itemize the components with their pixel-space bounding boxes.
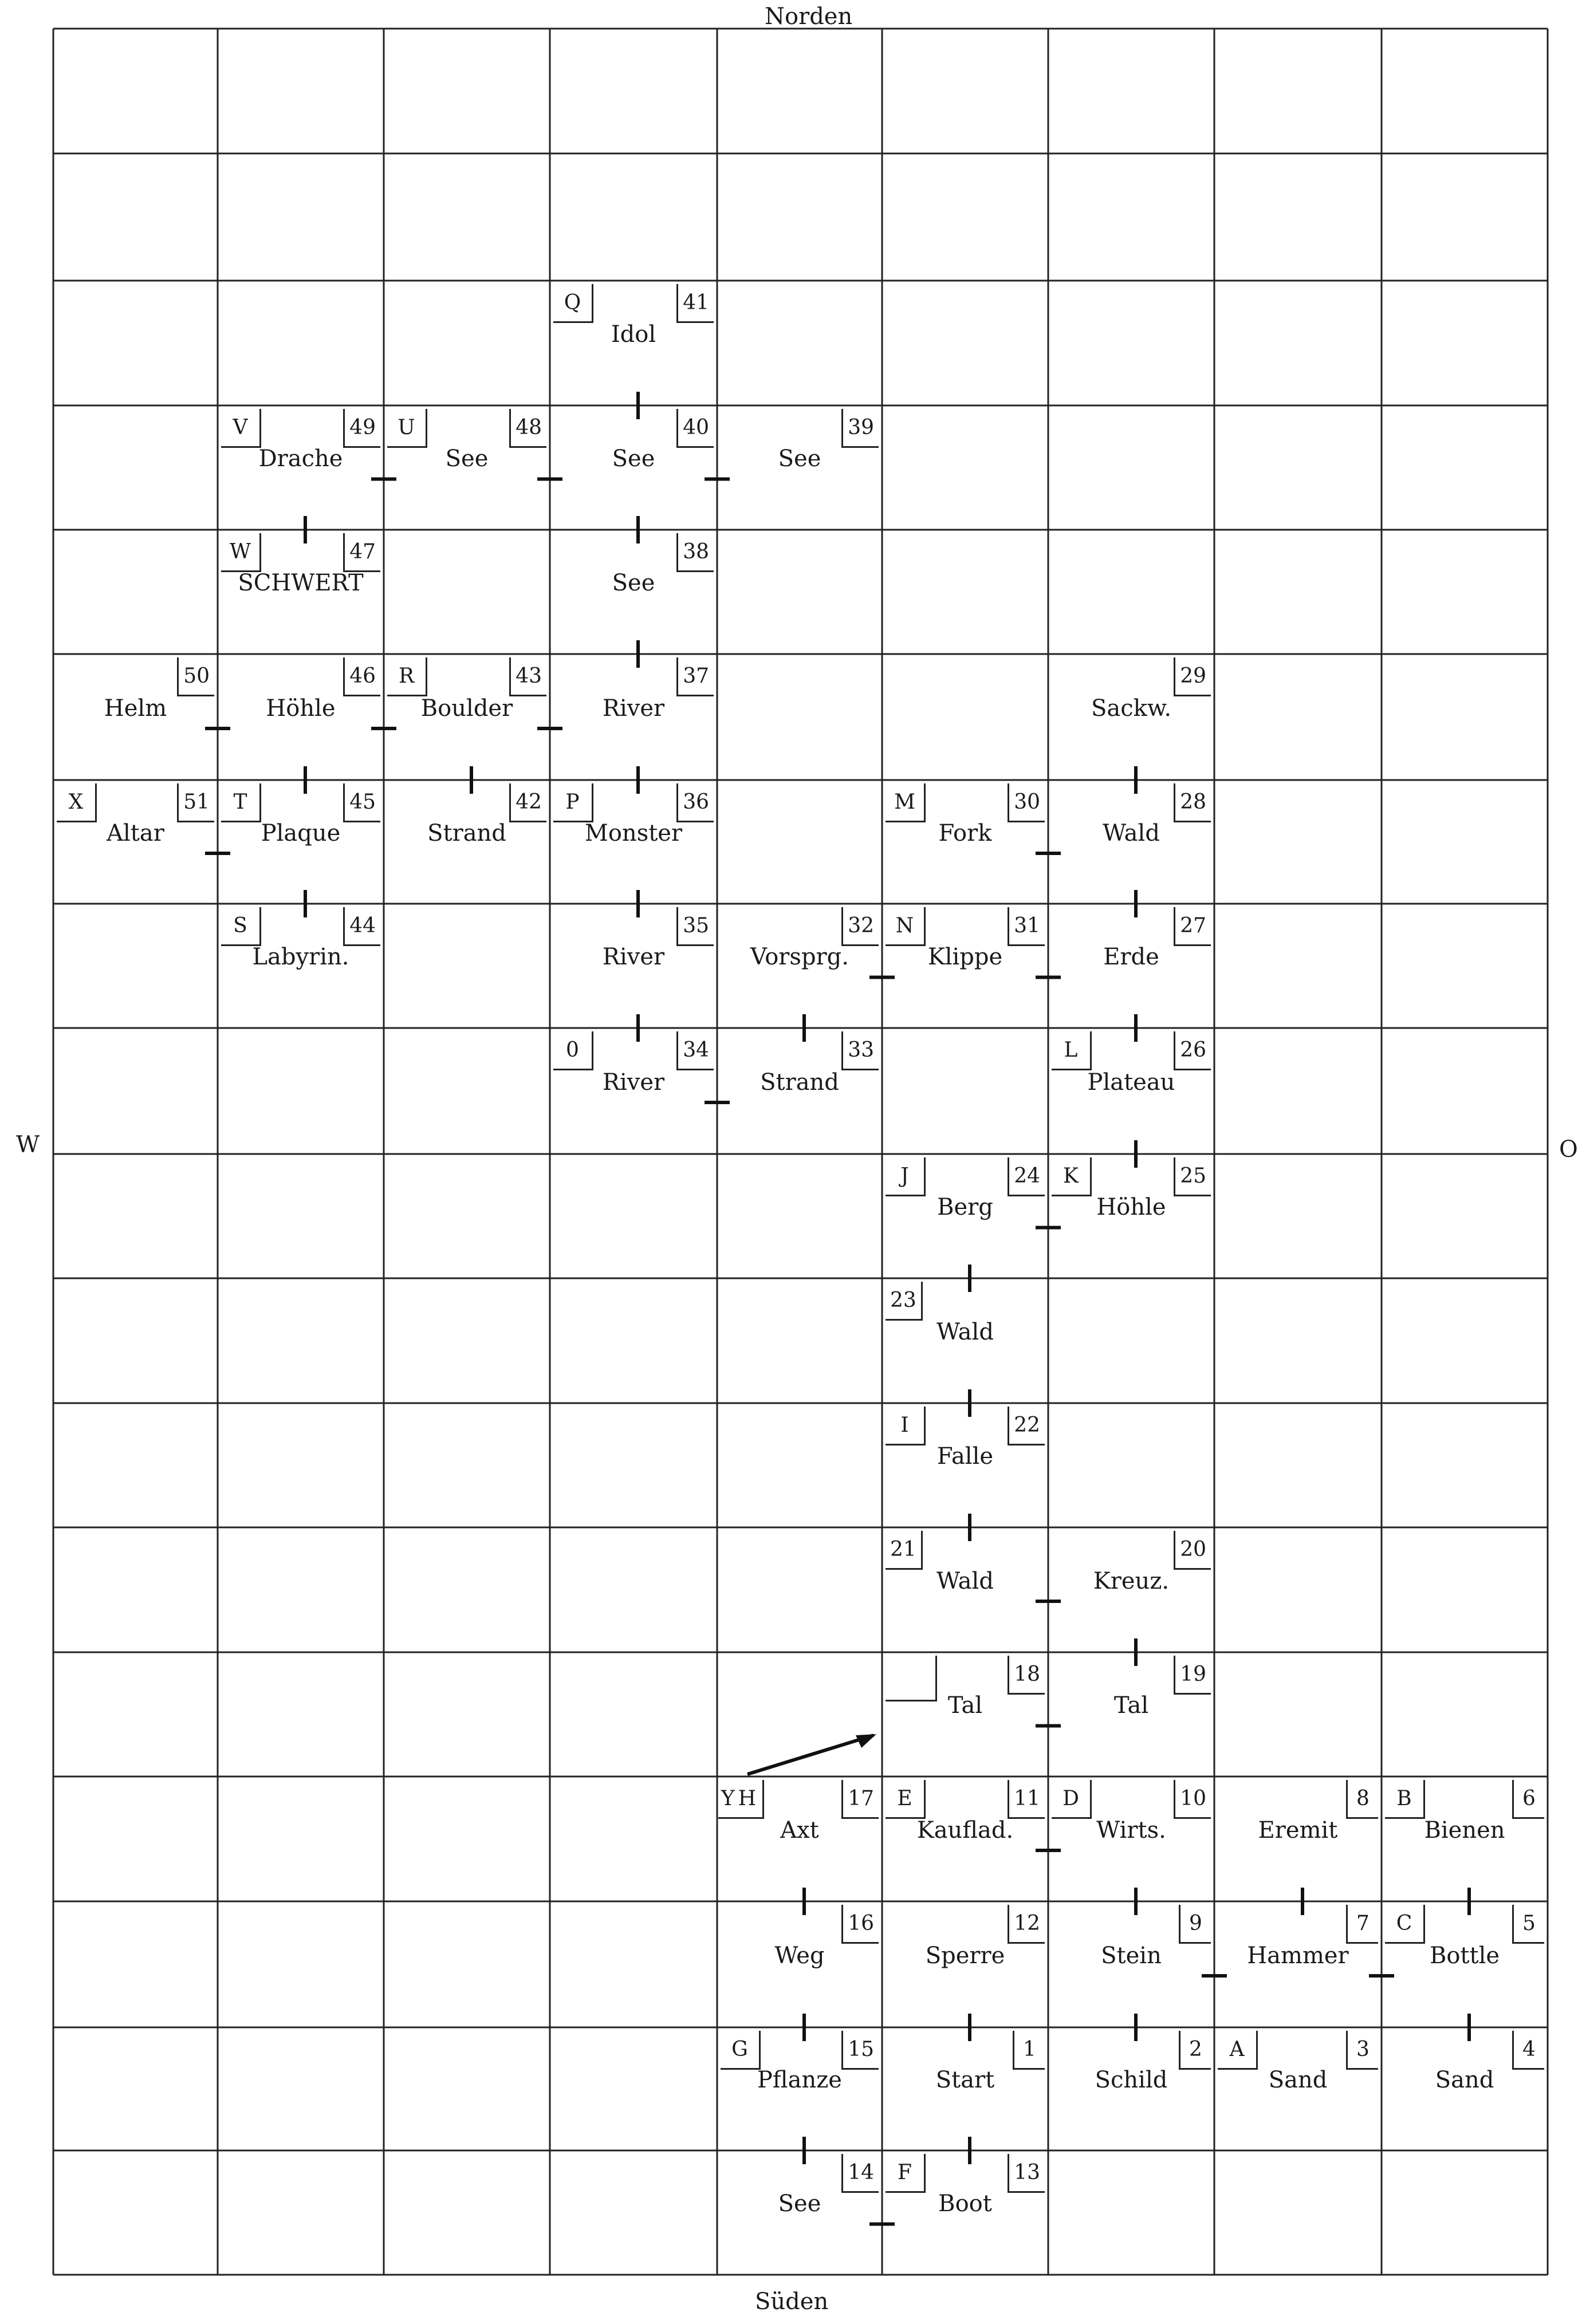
room-name: SCHWERT <box>238 570 364 597</box>
room-number: 3 <box>1346 2031 1378 2070</box>
room-number: 32 <box>841 907 879 946</box>
room-letter: YH <box>718 1780 764 1819</box>
room-number: 26 <box>1174 1031 1211 1070</box>
room-number: 40 <box>676 409 714 448</box>
room-number: 14 <box>841 2154 879 2193</box>
room-name: Sperre <box>925 1942 1005 1969</box>
room-number: 49 <box>343 409 380 448</box>
room-letter: J <box>886 1157 926 1196</box>
room-name: Plaque <box>261 820 341 846</box>
room-name: Sand <box>1268 2067 1328 2094</box>
room-letter: C <box>1385 1905 1425 1944</box>
room-letter: U <box>387 409 427 448</box>
compass-west-label: W <box>16 1132 40 1158</box>
room-number: 50 <box>177 657 214 696</box>
room-number: 12 <box>1008 1905 1045 1944</box>
room-name: Plateau <box>1087 1069 1175 1096</box>
room-number: 17 <box>841 1780 879 1819</box>
room-name: Sackw. <box>1091 695 1172 722</box>
room-number: 2 <box>1179 2031 1211 2070</box>
room-name: See <box>612 570 655 597</box>
room-number: 25 <box>1174 1157 1211 1196</box>
room-name: Wald <box>936 1318 994 1345</box>
room-name: Berg <box>937 1194 993 1221</box>
room-name: Kauflad. <box>916 1817 1014 1844</box>
room-letter: 0 <box>553 1031 593 1070</box>
room-number: 22 <box>1008 1407 1045 1445</box>
room-name: Erde <box>1103 944 1159 971</box>
arrow-shaft <box>747 1735 873 1774</box>
room-number: 37 <box>676 657 714 696</box>
compass-south-label: Süden <box>755 2288 829 2315</box>
room-letter: K <box>1052 1157 1092 1196</box>
room-number: 13 <box>1008 2154 1045 2193</box>
room-number: 9 <box>1179 1905 1211 1944</box>
room-number: 8 <box>1346 1780 1378 1819</box>
room-number: 39 <box>841 409 879 448</box>
room-number: 23 <box>886 1282 923 1321</box>
room-letter: I <box>886 1407 926 1445</box>
room-number: 41 <box>676 284 714 323</box>
room-name: Idol <box>611 321 656 348</box>
room-number: 44 <box>343 907 380 946</box>
room-letter: G <box>721 2031 761 2070</box>
room-number: 47 <box>343 533 380 572</box>
room-name: Kreuz. <box>1093 1567 1170 1594</box>
room-name: Pflanze <box>757 2067 842 2094</box>
room-number: 29 <box>1174 657 1211 696</box>
room-name: See <box>778 446 821 472</box>
room-number: 15 <box>841 2031 879 2070</box>
room-name: Labyrin. <box>252 944 349 971</box>
room-name: Weg <box>774 1942 825 1969</box>
room-number: 7 <box>1346 1905 1378 1944</box>
room-letter: W <box>221 533 261 572</box>
room-name: Altar <box>107 820 164 846</box>
room-number: 33 <box>841 1031 879 1070</box>
room-name: River <box>602 1069 665 1096</box>
room-number: 4 <box>1512 2031 1544 2070</box>
room-name: Strand <box>760 1069 839 1096</box>
arrow-head <box>856 1734 876 1748</box>
room-letter: S <box>221 907 261 946</box>
room-letter: N <box>886 907 926 946</box>
room-name: Monster <box>584 820 683 846</box>
room-name: Helm <box>104 695 167 722</box>
room-name: See <box>445 446 489 472</box>
room-name: Bottle <box>1429 1942 1500 1969</box>
room-number: 18 <box>1008 1656 1045 1695</box>
room-letter: D <box>1052 1780 1092 1819</box>
room-name: Drache <box>258 446 343 472</box>
room-number: 16 <box>841 1905 879 1944</box>
room-name: Boot <box>938 2191 992 2217</box>
room-name: Stein <box>1101 1942 1162 1969</box>
room-name: Schild <box>1095 2067 1168 2094</box>
room-number: 35 <box>676 907 714 946</box>
compass-north-label: Norden <box>765 3 853 30</box>
room-name: Start <box>935 2067 995 2094</box>
room-name: Fork <box>938 820 992 846</box>
room-name: Boulder <box>420 695 513 722</box>
room-number: 11 <box>1008 1780 1045 1819</box>
room-number: 10 <box>1174 1780 1211 1819</box>
room-name: River <box>602 695 665 722</box>
room-number: 46 <box>343 657 380 696</box>
room-name: Höhle <box>266 695 336 722</box>
room-number: 28 <box>1174 783 1211 822</box>
compass-east-label: O <box>1559 1136 1578 1163</box>
room-name: Strand <box>427 820 506 846</box>
room-name: Eremit <box>1258 1817 1338 1844</box>
room-letter: M <box>886 783 926 822</box>
room-number: 24 <box>1008 1157 1045 1196</box>
room-number: 36 <box>676 783 714 822</box>
room-letter: P <box>553 783 593 822</box>
room-number: 45 <box>343 783 380 822</box>
room-name: Wald <box>1103 820 1160 846</box>
room-number: 27 <box>1174 907 1211 946</box>
room-number: 21 <box>886 1531 923 1570</box>
room-name: See <box>612 446 655 472</box>
room-name: Falle <box>936 1443 994 1470</box>
room-number: 5 <box>1512 1905 1544 1944</box>
room-letter: R <box>387 657 427 696</box>
room-number: 38 <box>676 533 714 572</box>
room-number: 43 <box>509 657 546 696</box>
room-letter: X <box>57 783 97 822</box>
room-name: River <box>602 944 665 971</box>
room-name: Sand <box>1435 2067 1494 2094</box>
room-number: 30 <box>1008 783 1045 822</box>
room-name: Wirts. <box>1096 1817 1166 1844</box>
room-letter: Q <box>553 284 593 323</box>
room-number: 20 <box>1174 1531 1211 1570</box>
room-name: Tal <box>1113 1692 1149 1719</box>
room-name: Axt <box>780 1817 819 1844</box>
room-letter: F <box>886 2154 926 2193</box>
room-name: Höhle <box>1096 1194 1166 1221</box>
room-letter: V <box>221 409 261 448</box>
room-number: 48 <box>509 409 546 448</box>
room-number: 51 <box>177 783 214 822</box>
room-name: Bienen <box>1424 1817 1505 1844</box>
room-name: Klippe <box>927 944 1003 971</box>
room-letter: B <box>1385 1780 1425 1819</box>
room-letter: L <box>1052 1031 1092 1070</box>
room-number: 1 <box>1013 2031 1045 2070</box>
room-number: 19 <box>1174 1656 1211 1695</box>
room-letter: E <box>886 1780 926 1819</box>
room-number: 6 <box>1512 1780 1544 1819</box>
room-letter: T <box>221 783 261 822</box>
room-name: Vorsprg. <box>750 944 849 971</box>
room-number: 42 <box>509 783 546 822</box>
room-name: See <box>778 2191 821 2217</box>
room-name: Wald <box>936 1567 994 1594</box>
room-number: 31 <box>1008 907 1045 946</box>
room-number: 34 <box>676 1031 714 1070</box>
room-letter: A <box>1218 2031 1258 2070</box>
room-name: Tal <box>947 1692 983 1719</box>
room-name: Hammer <box>1247 1942 1349 1969</box>
